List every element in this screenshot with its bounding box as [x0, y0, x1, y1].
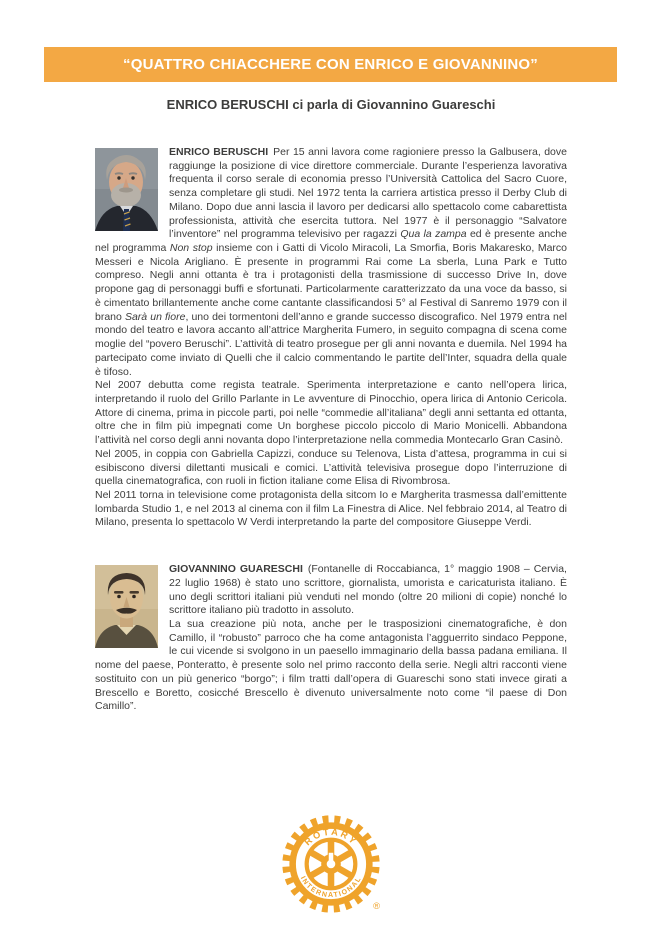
guareschi-portrait-image	[95, 565, 158, 648]
bio-paragraph: Nel 2007 debutta come regista teatrale. Sperimenta interpretazione e canto nell’opera lirica, interpretando il ruolo del Grillo Parlante in Le avventure di Pinocchio, opera lirica di Antonio Cericola. Attore di cinema, prima in piccole parti, poi nelle “commedie all’italiana” degli anni settanta ed ottanta, oltre che in film più impegnati come Un borghese piccolo piccolo di Mario Monicelli. Abbandona l’attività nel corso degli anni novanta dopo l’interpretazione nella commedia Montecarlo Gran Casinò.	[95, 379, 567, 447]
page-subtitle: ENRICO BERUSCHI ci parla di Giovannino Guareschi	[166, 97, 496, 112]
rotary-top-text: ROTARY	[302, 826, 360, 848]
beruschi-photo	[95, 148, 158, 231]
rotary-wheel-icon	[273, 806, 389, 922]
bio-paragraph	[95, 563, 567, 618]
bio-paragraph: Nel 2011 torna in televisione come protagonista della sitcom Io e Margherita trasmessa dall’emittente lombarda Studio 1, e nel 2013 al cinema con il film La Finestra di Alice. Nel febbraio 2014, al Teatro di Milano, presenta lo spettacolo W Verdi interpretando la parte del compositore Giuseppe Verdi.	[95, 488, 567, 529]
registered-mark: ®	[373, 900, 380, 911]
bio-paragraph: Nel 2005, in coppia con Gabriella Capizzi, conduce su Telenova, Lista d’attesa, programma in cui si esibiscono diversi dilettanti musicali e comici. L’attività televisiva prosegue dopo l’interruzione di quella cinematografica, con ruoli in fiction italiane come Elisa di Rivombrosa.	[95, 447, 567, 488]
guareschi-photo	[95, 565, 158, 648]
beruschi-name: ENRICO BERUSCHI	[169, 146, 269, 158]
beruschi-section	[95, 146, 567, 530]
rotary-bottom-text: INTERNATIONAL	[298, 875, 364, 900]
rotary-logo	[0, 806, 662, 922]
bio-paragraph: La sua creazione più nota, anche per le trasposizioni cinematografiche, è don Camillo, il “robusto” parroco che ha come antagonista l’agguerrito sindaco Peppone, le cui vicende si svolgono in un paesello immaginario della bassa padana emiliana. Il nome del paese, Ponteratto, è presente solo nel primo racconto della serie. Negli altri racconti viene sostituito con un più generico “borgo”; i film tratti dall’opera di Guareschi sono stati invece girati a Brescello e Boretto, cosicché Brescello è divenuto universalmente noto come “il paese di Don Camillo”.	[95, 618, 567, 713]
guareschi-name: GIOVANNINO GUARESCHI	[169, 563, 303, 576]
bio-paragraph	[95, 146, 567, 379]
banner	[44, 47, 617, 82]
beruschi-portrait-image	[95, 148, 158, 231]
banner-title: “QUATTRO CHIACCHERE CON ENRICO E GIOVANNINO”	[123, 56, 538, 73]
bio-paragraph-text: Per 15 anni lavora come ragioniere presso la Galbusera, dove raggiunge la posizione di vice direttore commerciale. Durante l’esperienza lavorativa frequenta il corso serale di economia presso l’Università Cattolica del Sacro Cuore, senza completare gli studi. Nel 1972 tenta la carriera artistica presso il Derby Club di Milano. Dopo due anni lascia il lavoro per dedicarsi allo spettacolo come cabarettista professionista, attività che esercita tuttora. Nel 1977 è il personaggio “Salvatore l’inventore” nel programma televisivo per ragazzi Qua la zampa ed è presente anche nel programma Non stop insieme con i Gatti di Vicolo Miracoli, La Smorfia, Boris Makaresko, Marco Messeri e Nicola Arigliano. È presente in programmi Rai come La sberla, Luna Park e Tutto compreso. Negli anni ottanta è tra i protagonisti della trasmissione di successo Drive In, dove propone gag di personaggi buffi e sfortunati. Particolarmente caratterizzato da una voce da basso, si è cimentato brillantemente anche come cantante classificandosi 5° al Festival di Sanremo 1979 con il brano Sarà un fiore, uno dei tormentoni dell’anno e grande successo discografico. Nel 1979 entra nel mondo del teatro e lavora accanto all’attrice Margherita Fumero, in seguito compagna di scena come moglie del “povero Beruschi”. L’attività di teatro prosegue per gli anni novanta e duemila. Nel 1994 ha partecipato come inviato di Quelli che il calcio commentando le partite dell’Inter, squadra della quale è tifoso.	[95, 146, 568, 378]
content-area	[95, 146, 567, 714]
bio-paragraph-text: (Fontanelle di Roccabianca, 1° maggio 1908 – Cervia, 22 luglio 1968) è stato uno scrittore, giornalista, umorista e caricaturista italiano. È uno degli scrittori italiani più venduti nel mondo (oltre 20 milioni di copie) nonché lo scrittore italiano più tradotto in assoluto.	[169, 563, 567, 617]
guareschi-section	[95, 563, 567, 714]
